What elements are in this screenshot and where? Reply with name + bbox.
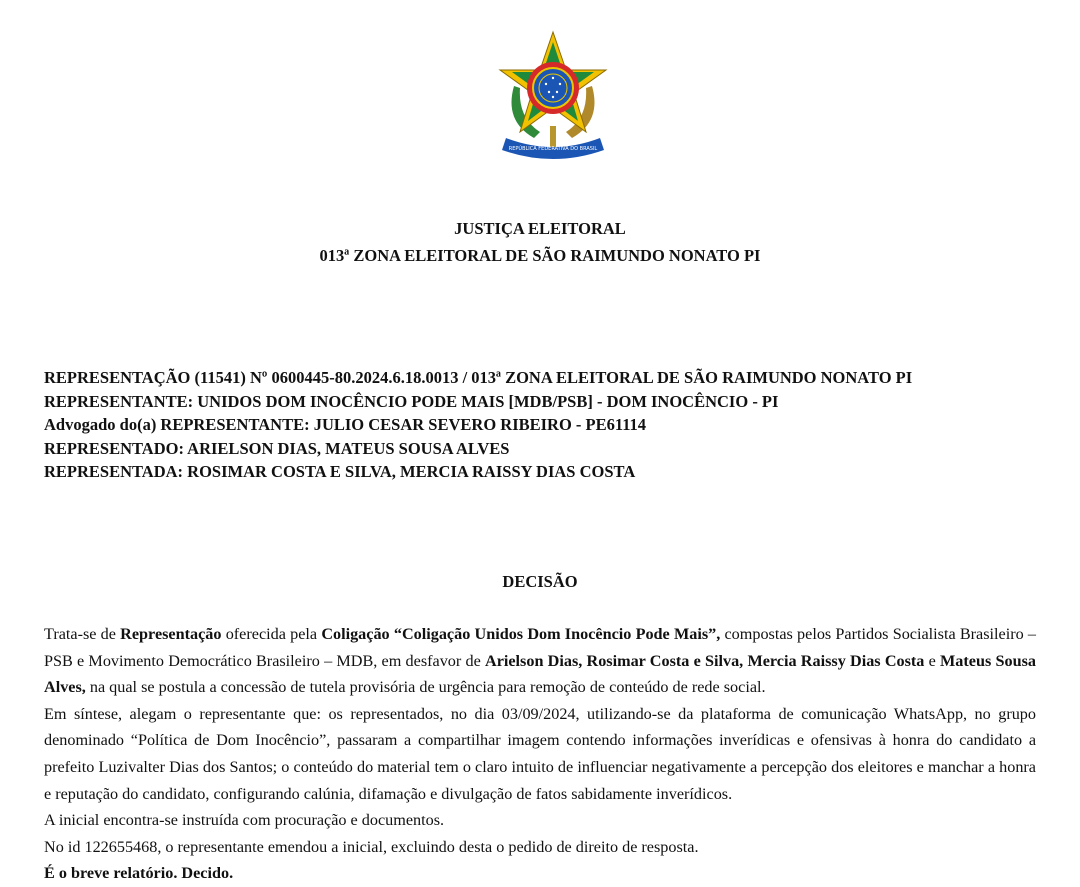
paragraph-intro: Trata-se de Representação oferecida pela Coligação “Coligação Unidos Dom Inocêncio Pode Mais”, compostas pelos Partidos Socialista Brasileiro – PSB e Movimento Democrático Brasileiro – MDB, em desfavor de Arielson Dias, Rosimar Costa e Silva, Mercia Raissy Dias Costa e Mateus Sousa Alves, na qual se postula a concessão de tutela provisória de urgência para remoção de conteúdo de rede social. — [44, 625, 1037, 697]
paragraph-report: É o breve relatório. Decido. — [44, 864, 234, 883]
representada: REPRESENTADA: ROSIMAR COSTA E SILVA, MERCIA RAISSY DIAS COSTA — [44, 462, 636, 481]
paragraph-amendment: No id 122655468, o representante emendou a inicial, excluindo desta o pedido de direito de resposta. — [44, 837, 699, 856]
decision-title: DECISÃO — [502, 572, 578, 591]
paragraph-summary: Em síntese, alegam o representante que: os representados, no dia 03/09/2024, utilizando-se da plataforma de comunicação WhatsApp, no grupo denominado “Política de Dom Inocêncio”, passaram a compartilhar imagem contendo informações inverídicas e ofensivas à honra do candidato a prefeito Luzivalter Dias dos Santos; o conteúdo do material tem o claro intuito de influenciar negativamente a percepção dos eleitores e manchar a honra e reputação do candidato, configurando calúnia, difamação e divulgação de fatos sabidamente inverídicos. — [44, 704, 1036, 803]
representante: REPRESENTANTE: UNIDOS DOM INOCÊNCIO PODE MAIS [MDB/PSB] - DOM INOCÊNCIO - PI — [44, 391, 779, 411]
representado: REPRESENTADO: ARIELSON DIAS, MATEUS SOUSA ALVES — [44, 438, 510, 458]
decision-body — [44, 621, 1036, 887]
paragraph-documents: A inicial encontra-se instruída com procuração e documentos. — [44, 811, 445, 830]
advogado: Advogado do(a) REPRESENTANTE: JULIO CESAR SEVERO RIBEIRO - PE61114 — [44, 415, 647, 434]
court-name: JUSTIÇA ELEITORAL — [454, 219, 626, 238]
case-number: REPRESENTAÇÃO (11541) Nº 0600445-80.2024.6.18.0013 / 013ª ZONA ELEITORAL DE SÃO RAIMUNDO NONATO PI — [44, 368, 913, 387]
emblem-ribbon-text: REPÚBLICA FEDERATIVA DO BRASIL — [508, 146, 598, 152]
electoral-zone: 013ª ZONA ELEITORAL DE SÃO RAIMUNDO NONATO PI — [319, 246, 761, 265]
case-parties — [44, 366, 1044, 484]
brazil-coat-of-arms-icon — [494, 26, 612, 166]
